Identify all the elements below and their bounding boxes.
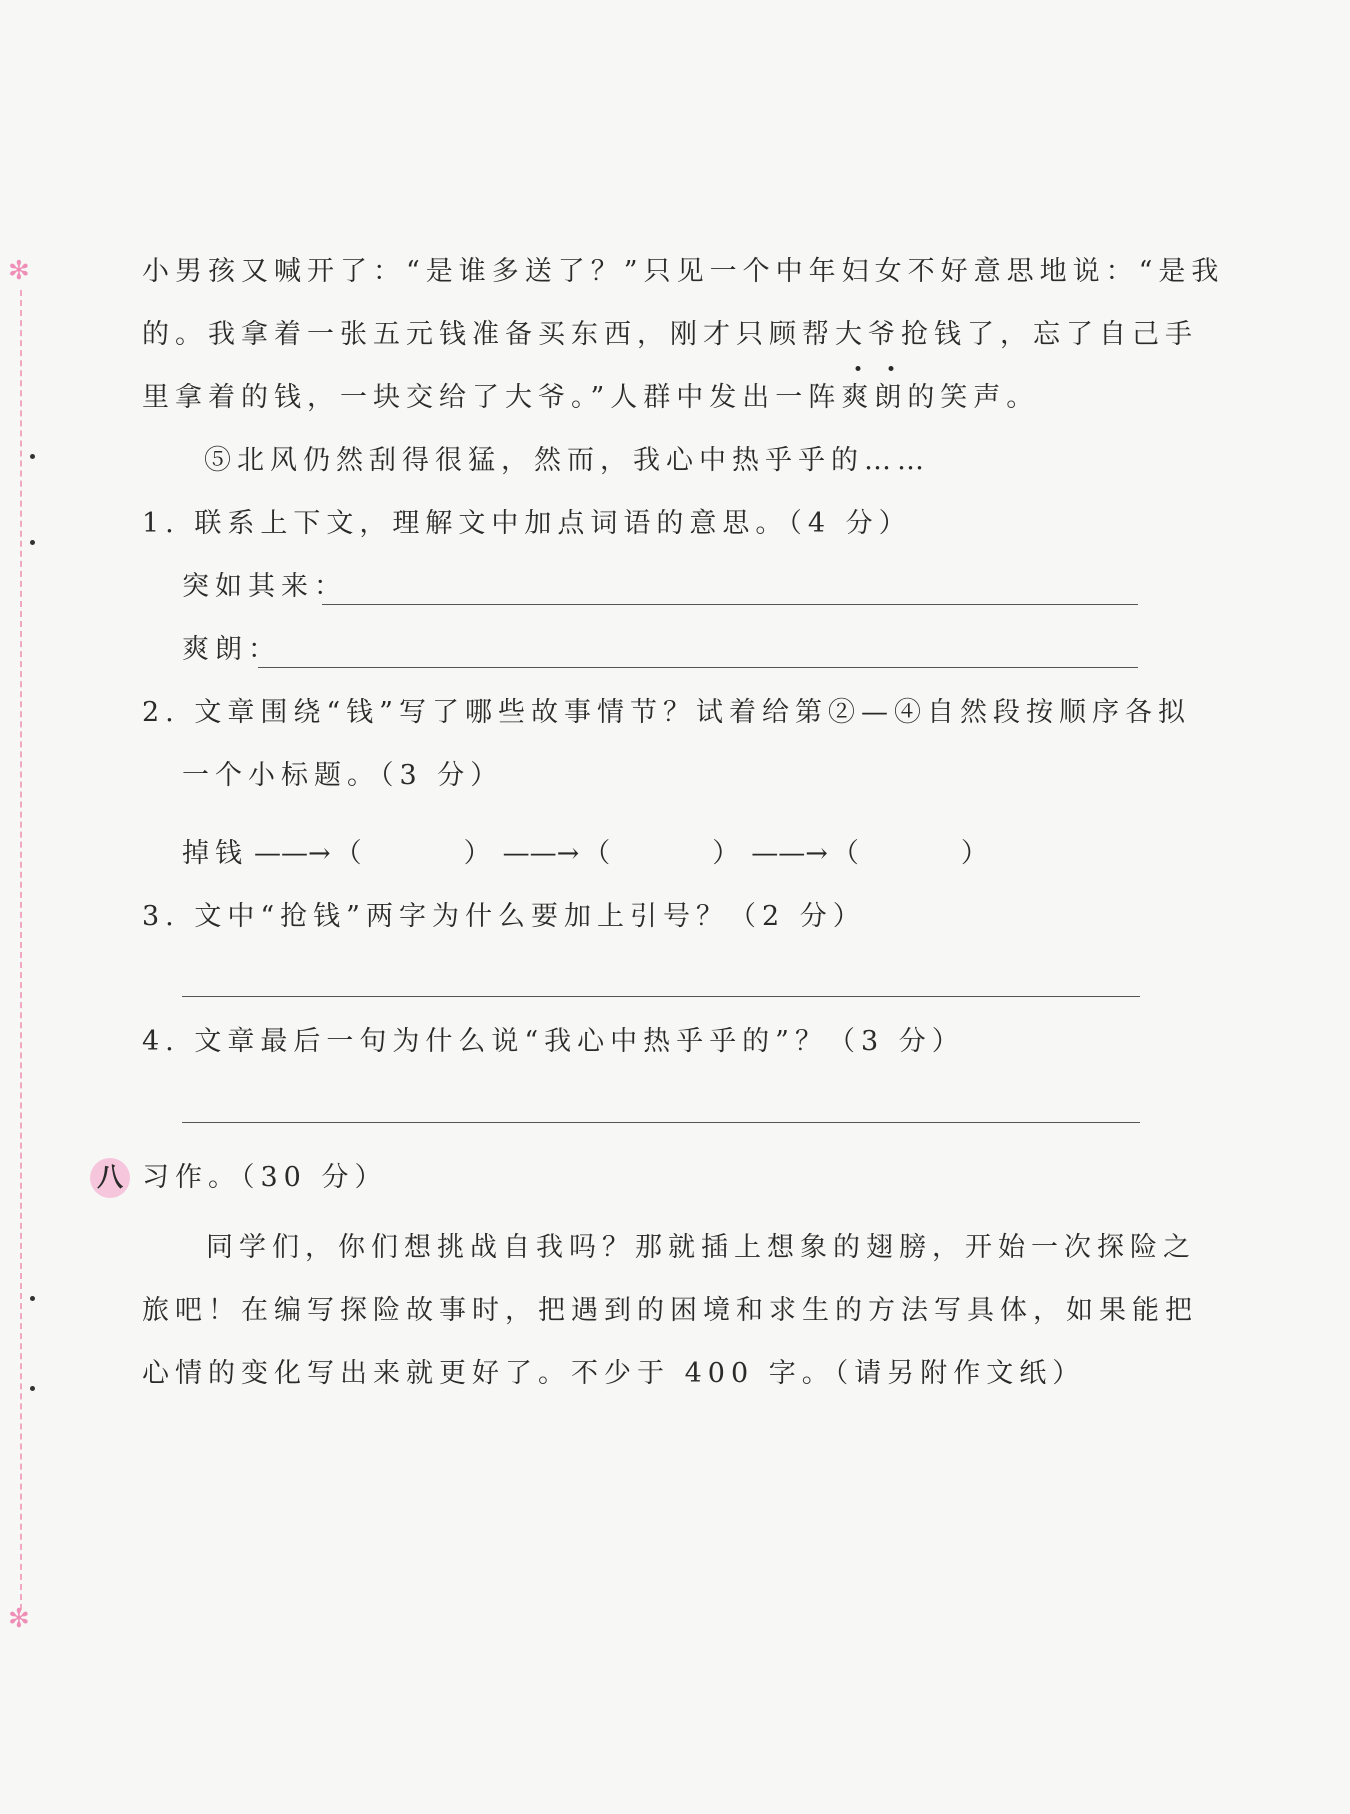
margin-star-icon: ✻ <box>8 1604 30 1634</box>
right-arrow-icon: ——→ <box>254 838 331 869</box>
binding-hole-dot <box>30 454 35 459</box>
question-1-stem: 1. 联系上下文，理解文中加点词语的意思。（4 分） <box>142 508 912 539</box>
emphasized-char: 爽 <box>841 378 874 418</box>
section-8-paragraph-line: 旅吧！在编写探险故事时，把遇到的困境和求生的方法写具体，如果能把 <box>142 1295 1198 1326</box>
section-8-paragraph-line: 心情的变化写出来就更好了。不少于 400 字。（请另附作文纸） <box>142 1358 1086 1389</box>
question-4-stem: 4. 文章最后一句为什么说“我心中热乎乎的”？（3 分） <box>142 1026 965 1057</box>
passage-line <box>142 378 1039 418</box>
passage-line: ⑤北风仍然刮得很猛，然而，我心中热乎乎的…… <box>204 445 930 476</box>
emphasized-char: 朗 <box>874 378 907 418</box>
q2-start-label: 掉钱 <box>182 838 248 869</box>
q1-term-label: 爽朗： <box>182 634 281 665</box>
margin-star-icon: ✻ <box>8 256 30 286</box>
close-paren: ） <box>712 838 746 869</box>
passage-line: 的。我拿着一张五元钱准备买东西，刚才只顾帮大爷抢钱了，忘了自己手 <box>142 319 1198 350</box>
q1-answer-line-2[interactable] <box>258 667 1138 668</box>
margin-dashed-line <box>20 290 22 1610</box>
q1-answer-line-1[interactable] <box>322 604 1138 605</box>
open-paren: （ <box>583 838 617 869</box>
open-paren: （ <box>831 838 865 869</box>
binding-hole-dot <box>30 1386 35 1391</box>
q3-answer-line[interactable] <box>182 996 1140 997</box>
binding-hole-dot <box>30 1296 35 1301</box>
q1-term-label: 突如其来： <box>182 571 347 602</box>
section-8-badge: 八 <box>90 1158 130 1198</box>
question-2-stem: 2. 文章围绕“钱”写了哪些故事情节？试着给第②—④自然段按顺序各拟 <box>142 697 1191 728</box>
section-8-title: 习作。（30 分） <box>142 1162 388 1193</box>
close-paren: ） <box>960 838 994 869</box>
question-3-stem: 3. 文中“抢钱”两字为什么要加上引号？（2 分） <box>142 901 866 932</box>
q2-flow-row <box>182 834 994 874</box>
right-arrow-icon: ——→ <box>751 838 828 869</box>
open-paren: （ <box>334 838 368 869</box>
section-8-paragraph-line: 同学们，你们想挑战自我吗？那就插上想象的翅膀，开始一次探险之 <box>206 1232 1196 1263</box>
passage-text: 的笑声。 <box>907 382 1040 413</box>
q4-answer-line[interactable] <box>182 1122 1140 1123</box>
right-arrow-icon: ——→ <box>502 838 580 869</box>
passage-line: 小男孩又喊开了：“是谁多送了？”只见一个中年妇女不好意思地说：“是我 <box>142 256 1225 287</box>
binding-hole-dot <box>30 540 35 545</box>
passage-text: 里拿着的钱，一块交给了大爷。”人群中发出一阵 <box>142 382 842 413</box>
question-2-stem: 一个小标题。（3 分） <box>182 760 504 791</box>
close-paren: ） <box>463 838 497 869</box>
